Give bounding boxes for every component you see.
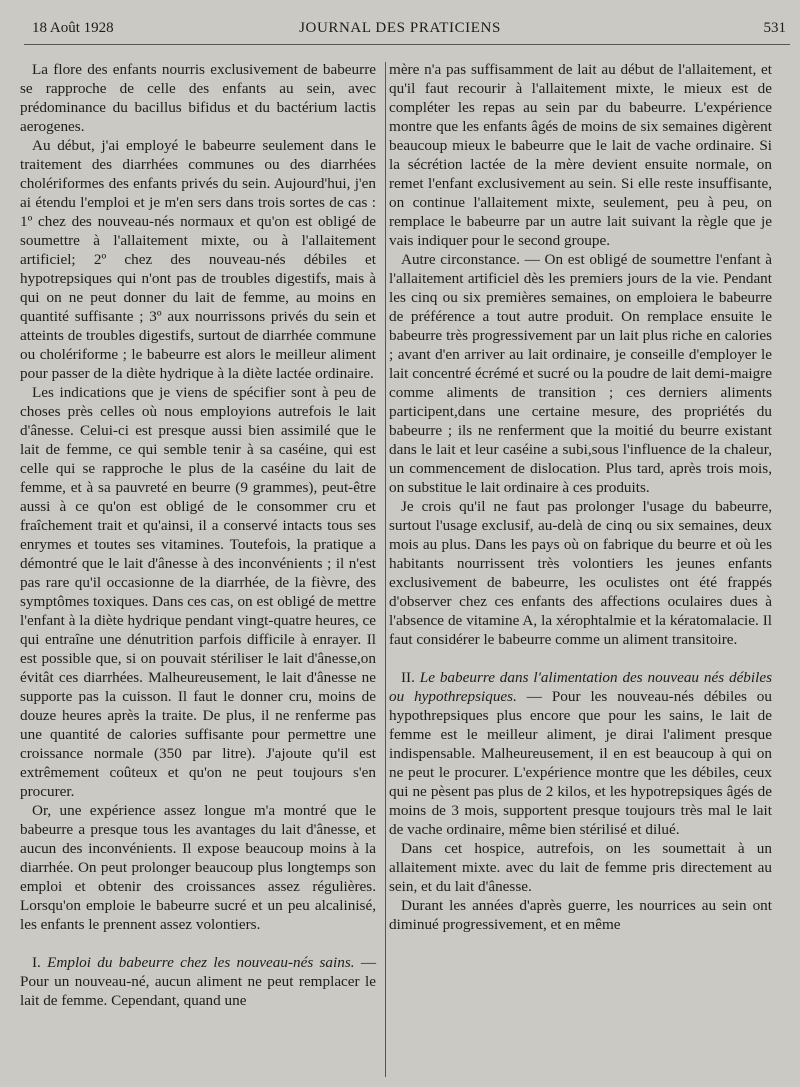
paragraph: Or, une expérience assez longue m'a montré que le babeurre a presque tous les avantages du lait d'ânesse, et aucun des inconvénients. Il expose beaucoup moins à la diarrhée. On peut prolonger beaucoup plus longtemps son emploi et obtenir des croissances assez régulières. Lorsqu'on emploie le babeurre sucré et un peu alcalinisé, les enfants le prennent assez volontiers. — [20, 802, 376, 933]
paragraph: Durant les années d'après guerre, les nourrices au sein ont diminué progressivement, et en même — [389, 897, 772, 933]
section-title: Le babeurre dans l'alimentation des nouveau nés débiles ou hypothrepsiques. — [389, 669, 772, 705]
running-header — [0, 14, 800, 44]
paragraph: Je crois qu'il ne faut pas prolonger l'usage du babeurre, surtout l'usage exclusif, au-delà de cinq ou six semaines, deux mois au plus. Dans les pays où on fabrique du beurre et où les habitants nourrissent très volontiers les jeunes enfants exclusivement de babeurre, les oculistes ont été frappés d'observer chez ces enfants des affections oculaires dues à l'absence de vitamine A, la xérophtalmie et la kératomalacie. Il faut considérer le babeurre comme un aliment transitoire. — [389, 498, 772, 648]
paragraph: mère n'a pas suffisamment de lait au début de l'allaitement, et qu'il faut recourir à l'allaitement mixte, le mieux est de compléter les repas au sein par du babeurre. L'expérience montre que les enfants âgés de moins de six semaines digèrent beaucoup mieux le babeurre que le lait de vache ordinaire. Si la sécrétion lactée de la mère devient ensuite normale, on remet l'enfant exclusivement au sein. Si elle reste insuffisante, on continue l'allaitement mixte, seulement, peu à peu, on remplace le babeurre par un autre lait suivant la règle que je vais indiquer pour le second groupe. — [389, 61, 772, 249]
section-number: II. — [401, 669, 420, 686]
header-page-number: 531 — [763, 20, 786, 36]
section-number: I. — [32, 954, 48, 971]
section-text: — Pour un nouveau-né, aucun aliment ne peut remplacer le lait de femme. Cependant, quand une — [20, 954, 377, 1009]
column-divider — [385, 62, 386, 1077]
paragraph: Autre circonstance. — On est obligé de soumettre l'enfant à l'allaitement artificiel dès les premiers jours de la vie. Pendant les cinq ou six premières semaines, on emploiera le babeurre de préférence a tout autre produit. On remplace ensuite le babeurre très progressivement par un lait plus riche en calories ; avant d'en arriver au lait ordinaire, je conseille d'employer le lait concentré écrémé et sucré ou la poudre de lait demi-maigre comme aliments de transition ; ces derniers aliments participent,dans une certaine mesure, des propriétés du babeurre ; ils ne renferment que la moitié du beurre existant dans le lait et leur caséine a subi,sous l'influence de la chaleur, un commencement de dislocation. Plus tard, après trois mois, on substitue le lait ordinaire à ces produits. — [389, 251, 772, 496]
paragraph: Au début, j'ai employé le babeurre seulement dans le traitement des diarrhées communes ou des diarrhées cholériformes des enfants privés du sein. Aujourd'hui, j'en ai étendu l'emploi et je m'en sers dans trois sortes de cas : 1º chez des nouveau-nés normaux et qu'on est obligé de soumettre à l'allaitement mixte, ou à l'allaitement artificiel; 2º chez des nouveau-nés débiles et hypotrepsiques qui n'ont pas de troubles digestifs, mais à qui on ne peut donner du lait de femme, au moins en quantité suffisante ; 3º aux nourrissons privés du sein et atteints de troubles digestifs, surtout de diarrhée commune ou cholériforme ; le babeurre est alors le meilleur aliment pour passer de la diète hydrique à la diète lactée ordinaire. — [20, 137, 376, 382]
section-heading-1 — [20, 953, 376, 1010]
header-rule — [24, 44, 790, 45]
paragraph: Les indications que je viens de spécifier sont à peu de choses près celles où nous employions autrefois le lait d'ânesse. Celui-ci est presque aussi bien assimilé que le lait de femme, ce qui semble tenir à sa caséine, qui est celle qui se rapproche le plus de la caséine du lait de femme, et à sa pauvreté en beurre (9 grammes), peut-être aussi à ce qu'on est obligé de le consommer cru et fraîchement trait et qu'ainsi, il a conservé intacts tous ses enrymes et toutes ses vitamines. Toutefois, la pratique a démontré que le lait d'ânesse à des inconvénients ; il n'est pas rare qu'il occasionne de la diarrhée, de la fièvre, des symptômes toxiques. Dans ces cas, on est obligé de mettre l'enfant à la diète hydrique pendant vingt-quatre heures, ce qui entraîne une dénutrition parfois difficile à enrayer. Il est possible que, si on pouvait stériliser le lait d'ânesse,on évitât ces diarrhées. Malheureusement, le lait d'ânesse ne supporte pas la cuisson. Il faut le donner cru, moins de douze heures après la traite. De plus, il ne renferme pas une quantité de calories suffisante pour permettre une croissance normale (350 par litre). J'ajoute qu'il est extrêmement coûteux et qu'on ne peut toujours s'en procurer. — [20, 384, 376, 800]
header-date: 18 Août 1928 — [32, 20, 114, 36]
paragraph: Dans cet hospice, autrefois, on les soumettait à un allaitement mixte. avec du lait de femme pris directement au sein, et du lait d'ânesse. — [389, 840, 772, 895]
left-column — [20, 60, 376, 1010]
section-text: — Pour les nouveau-nés débiles ou hypothrepsiques plus encore que pour les sains, le lait de femme est le meilleur aliment, je dirai l'aliment presque indispensable. Malheureusement, il en est beaucoup à qui on ne peut le procurer. L'expérience montre que les débiles, ceux qui ne pèsent pas plus de 2 kilos, et les hypotrepsiques âgés de moins de 3 mois, supportent presque toujours très mal le lait de vache ordinaire, même bien stérilisé et dilué. — [389, 688, 772, 838]
paragraph: La flore des enfants nourris exclusivement de babeurre se rapproche de celle des enfants au sein, avec prédominance du bacillus bifidus et du bactérium lactis aerogenes. — [20, 61, 376, 135]
header-journal-title: JOURNAL DES PRATICIENS — [299, 20, 501, 36]
section-heading-2 — [389, 668, 772, 839]
right-column — [389, 60, 772, 934]
section-title: Emploi du babeurre chez les nouveau-nés sains. — [47, 954, 355, 971]
